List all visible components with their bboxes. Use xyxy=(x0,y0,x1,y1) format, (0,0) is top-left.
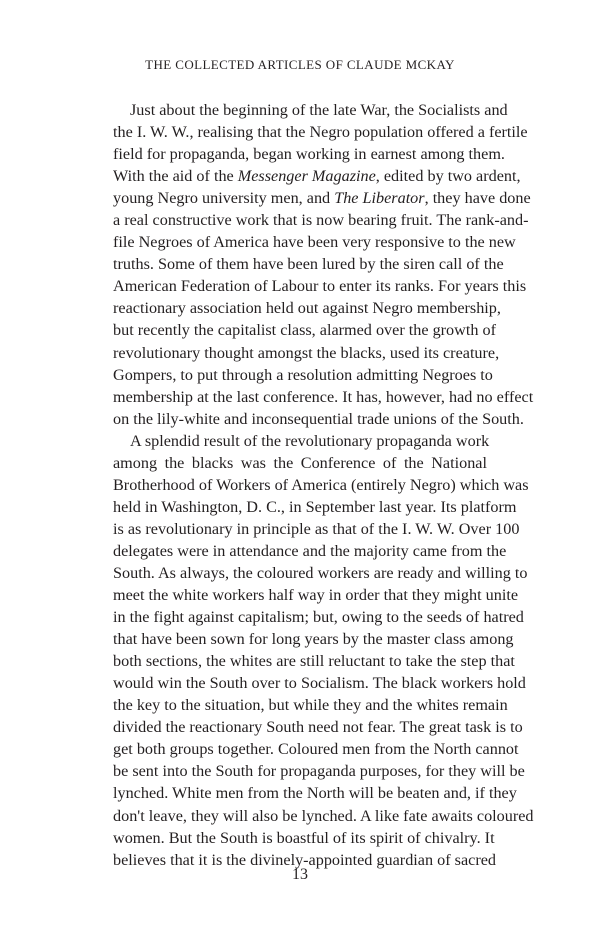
text-line: Gompers, to put through a resolution admitting Negroes to xyxy=(113,365,493,384)
text-line: divided the reactionary South need not fear. The great task is to xyxy=(113,718,523,737)
text-line: file Negroes of America have been very responsive to the new xyxy=(113,233,516,252)
text-line: get both groups together. Coloured men from the North cannot xyxy=(113,740,519,759)
text-line: is as revolutionary in principle as that of the I. W. W. Over 100 xyxy=(113,519,520,538)
text-line: both sections, the whites are still reluctant to take the step that xyxy=(113,652,515,671)
text-line: on the lily-white and inconsequential trade unions of the South. xyxy=(113,409,524,428)
text-line: in the fight against capitalism; but, owing to the seeds of hatred xyxy=(113,608,524,627)
text-line: South. As always, the coloured workers are ready and willing to xyxy=(113,563,528,582)
text-line: Just about the beginning of the late War, the Socialists and xyxy=(130,101,508,119)
running-head: THE COLLECTED ARTICLES OF CLAUDE MCKAY xyxy=(145,57,455,72)
text-line: meet the white workers half way in order that they might unite xyxy=(113,586,519,605)
text-line: held in Washington, D. C., in September last year. Its platform xyxy=(113,497,517,516)
text-line: membership at the last conference. It has, however, had no effect xyxy=(113,387,534,406)
text-line: truths. Some of them have been lured by the siren call of the xyxy=(113,255,504,274)
text-line: among the blacks was the Conference of the National xyxy=(113,453,487,472)
text-line: the I. W. W., realising that the Negro population offered a fertile xyxy=(113,123,528,142)
text-line: believes that it is the divinely-appointed guardian of sacred xyxy=(113,850,496,869)
text-line: a real constructive work that is now bearing fruit. The rank-and- xyxy=(113,211,529,230)
text-line: lynched. White men from the North will be beaten and, if they xyxy=(113,784,517,803)
body-text xyxy=(113,99,534,871)
text-line: revolutionary thought amongst the blacks, used its creature, xyxy=(113,343,500,362)
text-run: young Negro university men, and xyxy=(113,189,335,208)
paragraph xyxy=(113,99,534,430)
page-number: 13 xyxy=(292,866,308,883)
text-run: With the aid of the xyxy=(113,167,238,186)
text-line: would win the South over to Socialism. The black workers hold xyxy=(113,674,526,693)
text-line: women. But the South is boastful of its spirit of chivalry. It xyxy=(113,828,495,847)
text-line: but recently the capitalist class, alarmed over the growth of xyxy=(113,321,496,340)
text-line: the key to the situation, but while they and the whites remain xyxy=(113,696,508,715)
text-line: be sent into the South for propaganda purposes, for they will be xyxy=(113,762,525,781)
text-line: don't leave, they will also be lynched. A like fate awaits coloured xyxy=(113,806,534,825)
text-line xyxy=(113,165,521,187)
paragraph xyxy=(113,430,534,871)
text-line xyxy=(113,187,531,209)
publication-title: The Liberator xyxy=(334,189,425,208)
text-run: , edited by two ardent, xyxy=(375,167,521,186)
text-line: American Federation of Labour to enter its ranks. For years this xyxy=(113,277,527,296)
text-run: , they have done xyxy=(424,189,531,208)
text-line: reactionary association held out against Negro membership, xyxy=(113,299,501,318)
text-line: delegates were in attendance and the majority came from the xyxy=(113,541,507,560)
publication-title: Messenger Magazine xyxy=(237,167,376,186)
text-line: that have been sown for long years by the master class among xyxy=(113,630,514,649)
text-line: field for propaganda, began working in earnest among them. xyxy=(113,145,505,164)
text-line: Brotherhood of Workers of America (entirely Negro) which was xyxy=(113,475,529,494)
text-line: A splendid result of the revolutionary propaganda work xyxy=(130,431,490,450)
